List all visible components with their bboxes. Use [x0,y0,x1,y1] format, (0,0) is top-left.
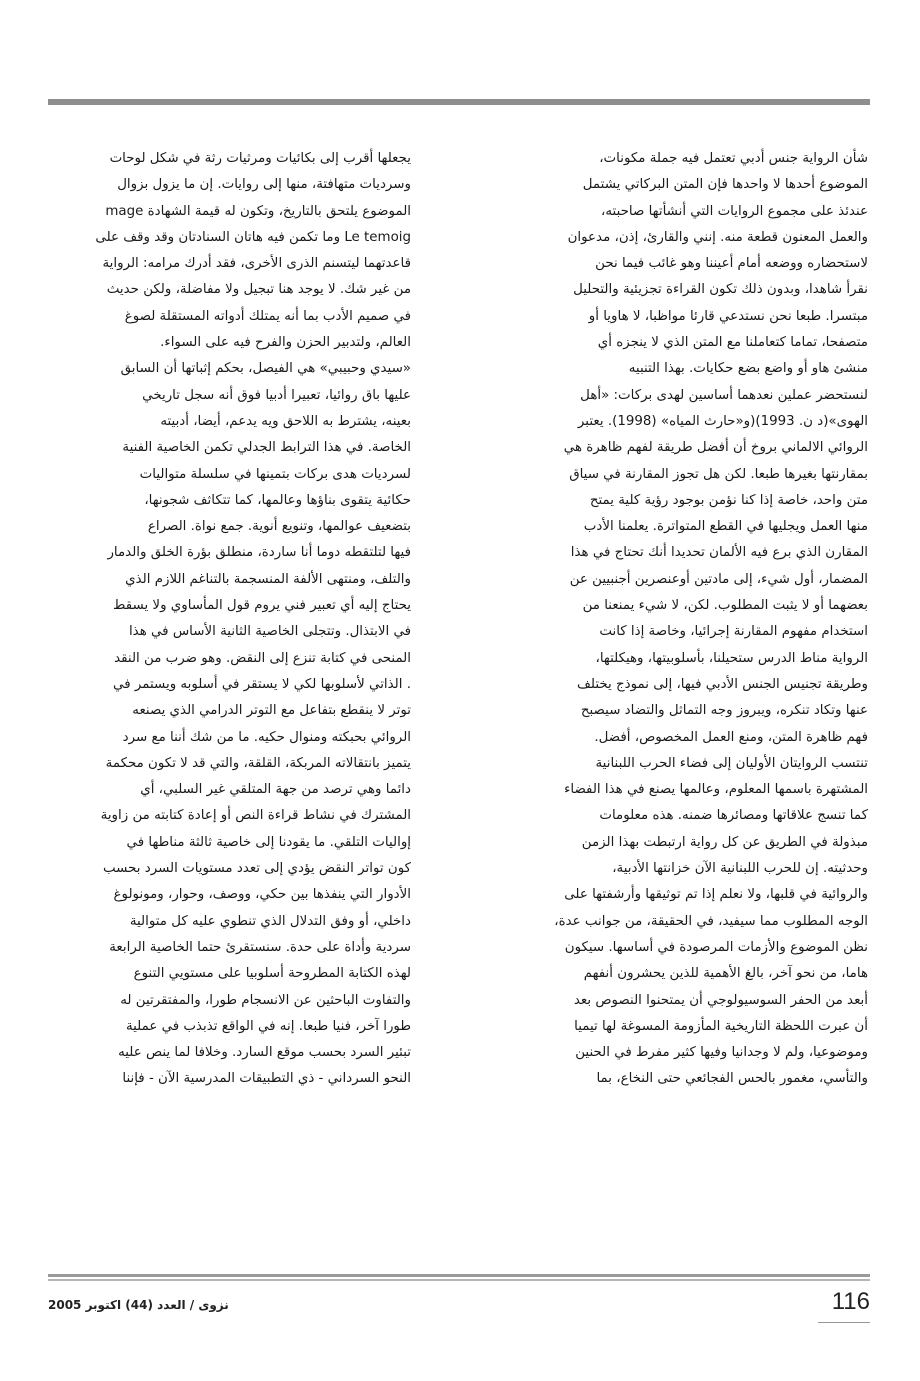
text-line: الأدوار التي ينفذها بين حكي، ووصف، وحوار، ومونولوغ [113,887,411,903]
text-line: «سيدي وحبيبي» هي الفيصل، بحكم إثباتها أن السابق [120,361,411,377]
text-line: المقارن الذي برع فيه الألمان تحديدا أنك تحتاج في هذا [570,545,868,561]
text-line: والتلف، ومنتهى الألفة المنسجمة بالتناغم اللازم الذي [125,571,411,587]
text-line: وموضوعيا، ولم لا وجدانيا وفيها كثير مفرط في الحنين [575,1045,868,1061]
text-line: كون تواتر النقض يؤدي إلى تعدد مستويات السرد بحسب [103,861,411,877]
text-line: متصفحا، تماما كتعاملنا مع المتن الذي لا ينجزه أي [597,335,868,351]
text-line: الروائي الالماني بروخ أن أفضل طريقة لفهم ظاهرة هي [563,440,868,456]
text-line: الخاصة. في هذا الترابط الجدلي تكمن الخاصية الفنية [122,440,411,456]
text-line: عندئذ على مجموع الروايات التي أنشأتها صاحبته، [601,203,868,219]
text-line: والتفاوت الباحثين عن الانسجام طورا، والمفتقرتين له [120,992,411,1008]
text-line: منشئ هاو أو واضع بضع حكايات. بهذا التنبيه [628,361,868,377]
text-line: من غير شك. لا يوجد هنا تبجيل ولا مفاضلة، ولكن حديث [106,282,411,298]
text-line: النحو السرداني - ذي التطبيقات المدرسية الآن - فإننا [122,1071,411,1087]
text-line: عنها وتكاد تنكره، ويبروز وجه التماثل والتضاد سيصبح [580,703,868,719]
text-line: والتأسي، مغمور بالحس الفجائعي حتى النخاع، بما [596,1071,868,1087]
text-line: فهم ظاهرة المتن، ومنع العمل المخصوص، أفضل. [594,729,868,745]
text-line: وحدثيته. إن للحرب اللبنانية الآن خزانتها الأدبية، [612,861,868,877]
text-line: لسرديات هدى بركات بتمينها في سلسلة متواليات [139,466,411,482]
text-line: المنحى في كتابة تنزع إلى النقض. وهو ضرب من النقد [114,650,411,666]
footer-rule-secondary [48,1279,870,1281]
text-line: لهذه الكتابة المطروحة أسلوبيا على مستويي التنوع [133,966,411,982]
running-footer: نزوى / العدد (44) اكتوبر 2005 [48,1298,229,1312]
text-line: مبتسرا. طبعا نحن نستدعي قارئا مواظبا، لا هاويا أو [588,308,868,324]
text-line: يحتاج إليه أي تعبير فني يروم قول المأساوي ولا يسقط [113,598,411,614]
text-line: الروائي بحبكته ومنوال حكيه. ما من شك أننا مع سرد [122,729,411,745]
text-line: أبعد من الحفر السوسيولوجي أن يمتحنوا النصوص بعد [573,992,868,1008]
text-line: يجعلها أقرب إلى بكائيات ومرثيات رثة في شكل لوحات [109,151,411,166]
text-line: توتر لا ينقطع بتفاعل مع التوتر الدرامي الذي يصنعه [132,703,411,719]
text-line: طورا آخر، فنيا طبعا. إنه في الواقع تذبذب في عملية [125,1018,411,1034]
text-line: إواليات التلقي. ما يقودنا إلى خاصية ثالثة مناطها في [126,834,411,850]
text-line: المضمار، أول شيء، إلى مادتين أوعنصرين أجنبيين عن [569,571,868,587]
article-column-right [506,146,868,1093]
text-line: يتميز بانتقالاته المربكة، القلقة، والتي قد لا تكون محكمة [105,755,411,771]
text-line: داخلي، أو وفق التدلال الذي تنطوي عليه كل متوالية [129,913,411,929]
article-column-left [49,146,411,1093]
text-line: شأن الرواية جنس أدبي تعتمل فيه جملة مكونات، [599,151,868,166]
text-line: في صميم الأدب بما أنه يمتلك أدواته المستقلة لصوغ [124,308,411,324]
text-line: هاما، من نحو آخر، بالغ الأهمية للذين يحشرون أنفهم [583,966,868,982]
text-line: العالم، ولتدبير الحزن والفرح فيه على السواء. [160,335,411,351]
text-line: في الابتذال. وتتجلى الخاصية الثانية الأساس في هذا [128,624,411,640]
footer-rule [48,1274,870,1277]
text-line: حكائية يتقوى بناؤها وعالمها، كما تتكاثف شجونها، [144,492,411,508]
text-line: وطريقة تجنيس الجنس الأدبي فيها، إلى نموذج يختلف [577,676,868,692]
top-rule [48,99,870,105]
text-line: سردية وأداة على حدة. سنستقرئ حتما الخاصية الرابعة [109,939,411,955]
text-line: كما تنسج علاقاتها ومصائرها ضمنه. هذه معلومات [599,808,868,824]
text-line: مبذولة في الطريق عن كل رواية ارتبطت بهذا الزمن [581,834,868,850]
text-line: بعينه، يشترط به اللاحق ويه يدعم، أيضا، أدبيته [160,413,411,429]
text-line: الموضوع أحدها لا واحدها فإن المتن البركاتي يشتمل [582,177,868,193]
text-line: منها العمل ويجليها في القطع المتواترة. يعلمنا الأدب [583,519,868,535]
text-line: الرواية مناط الدرس ستحيلنا، بأسلوبيتها، وهيكلتها، [595,650,868,666]
text-line: تنتسب الروايتان الأوليان إلى فضاء الحرب اللبنانية [595,755,868,771]
text-line: وسرديات متهافتة، منها إلى روايات. إن ما يزول بزوال [117,177,411,193]
text-line: نقرأ شاهدا، وبدون ذلك تكون القراءة تجزيئية والتحليل [573,282,868,298]
text-line: نظن الموضوع والأزمات المرصودة في أساسها. سيكون [564,939,868,955]
text-line: . الذاتي لأسلوبها لكي لا يستقر في أسلوبه ويستمر في [113,676,411,692]
text-line: تبئير السرد بحسب موقع السارد. وخلافا لما ينص عليه [118,1045,411,1061]
text-line: الهوى»(د ن. 1993)(و«حارث المياه» (1998). يعتبر [577,413,868,429]
text-line: عليها باق روائيا، تعبيرا أدبيا فوق أنه سجل تاريخي [142,387,411,403]
text-line: الوجه المطلوب مما سيفيد، في الحقيقة، من جوانب عدة، [554,913,868,929]
text-line: لنستحضر عملين نعدهما أساسين لهدى بركات: «أهل [580,387,868,403]
text-line: بعضهما أو لا يثبت المطلوب. لكن، لا شيء يمنعنا من [582,598,868,614]
text-line: بمقارنتها بغيرها طبعا. لكن هل تجوز المقارنة في سياق [569,466,868,482]
page-number: 116 [831,1288,870,1315]
text-line: لاستحضاره ووضعه أمام أعيننا وهو غائب فيما نحن [595,256,868,272]
text-line: Le temoig وما تكمن فيه هاتان السنادتان وقد وقف على [95,229,411,245]
page-number-underline [818,1322,870,1323]
text-line: والعمل المعنون قطعة منه. إنني والقارئ، إذن، مدعوان [567,229,868,245]
text-line: فيها لتلتقطه دوما أنا ساردة، منطلق بؤرة الخلق والدمار [107,545,411,561]
text-line: قاعدتهما ليتسنم الذرى الأخرى، فقد أدرك مرامه: الرواية [102,256,411,272]
text-line: المشترك في نشاط قراءة النص أو إعادة كتابته من زاوية [100,808,411,824]
text-line: بتضعيف عوالمها، وتنويع أنوية. جمع نواة. الصراع [147,519,411,535]
text-line: استخدام مفهوم المقارنة إجرائيا، وخاصة إذا كانت [599,624,868,640]
text-line: متن واحد، خاصة إذا كنا نؤمن بوجود رؤية كلية يمتح [589,492,868,508]
text-line: المشتهرة باسمها المعلوم، وعالمها يصنع في هذا الفضاء [564,782,868,798]
text-line: والروائية في قلبها، ولا نعلم إذا تم توثيقها وأرشفتها على [564,887,868,903]
text-line: أن عبرت اللحظة التاريخية المأزومة المسوغة لها تيميا [574,1018,868,1034]
text-line: الموضوع يلتحق بالتاريخ، وتكون له قيمة الشهادة mage [105,203,411,219]
text-line: دائما وهي ترصد من جهة المتلقي غير السلبي، أي [140,782,411,798]
